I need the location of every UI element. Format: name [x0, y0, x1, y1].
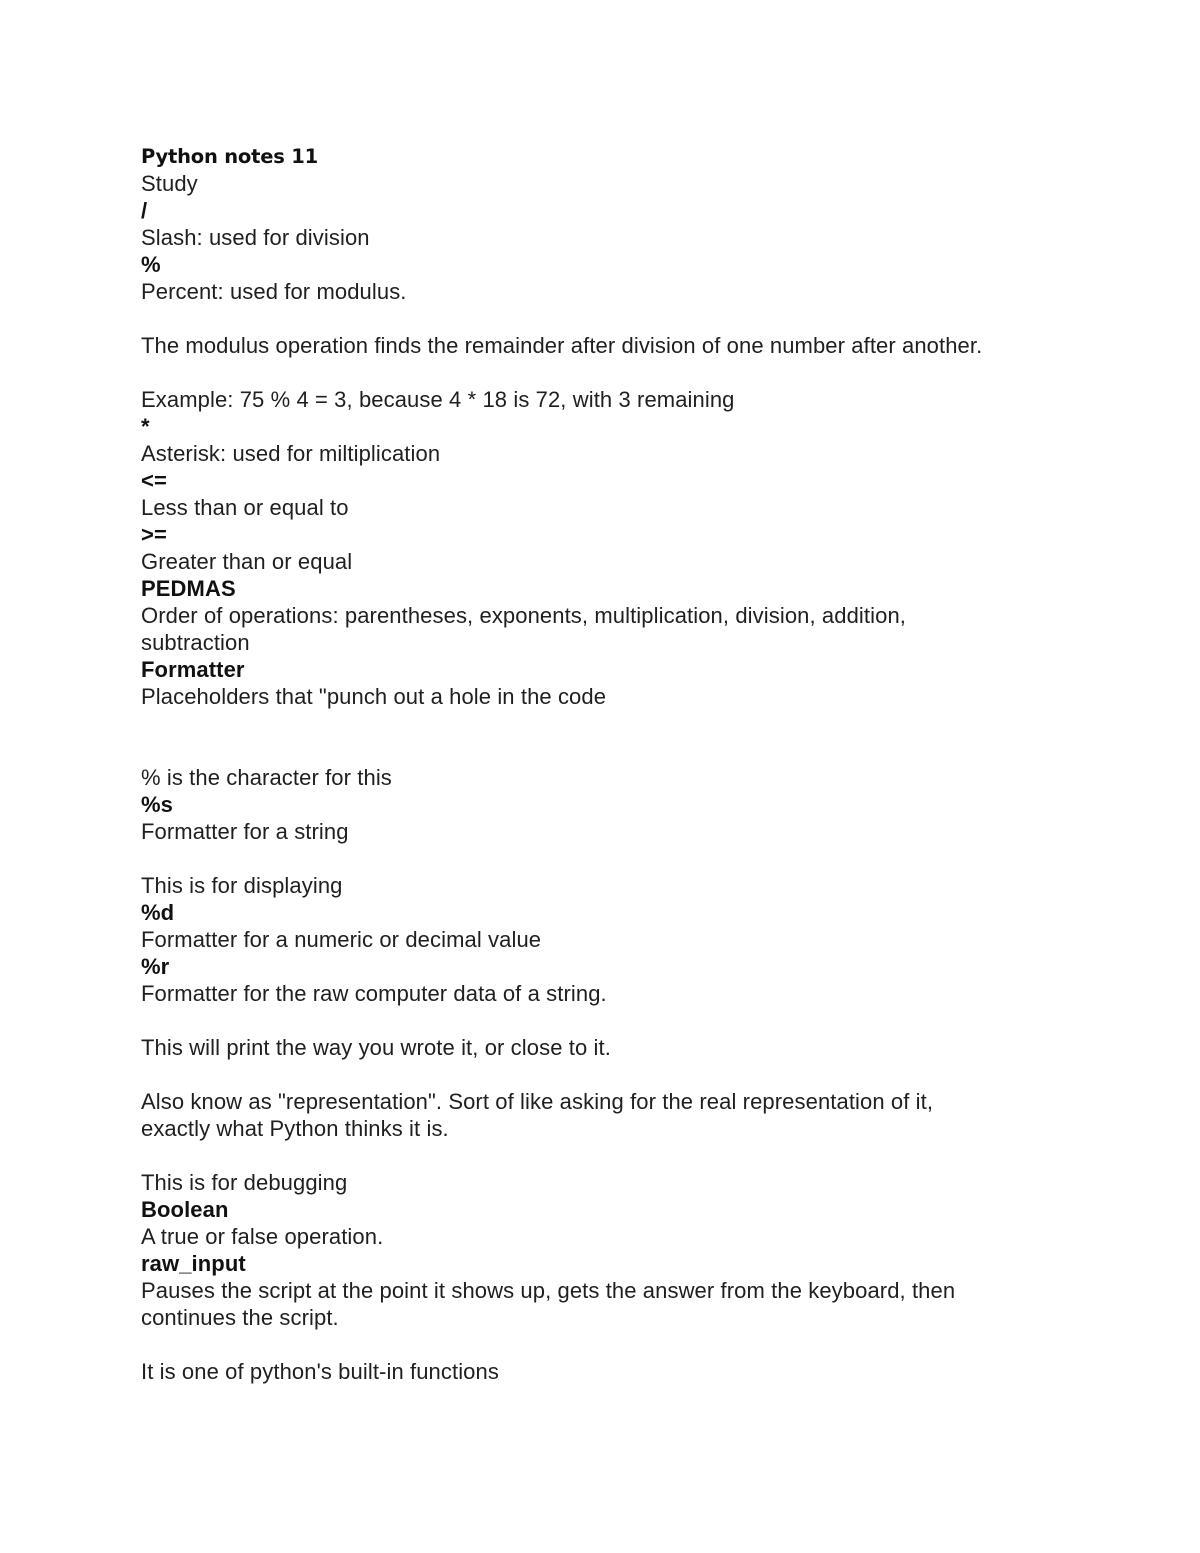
subtitle: Study — [141, 171, 198, 196]
term-boolean: Boolean — [141, 1197, 229, 1222]
document-page — [141, 141, 1071, 1385]
note-built-in: It is one of python's built-in functions — [141, 1359, 499, 1384]
term-less-equal: <= — [141, 468, 167, 493]
note-representation-line-1: Also know as "representation". Sort of like asking for the real representation of it, — [141, 1089, 934, 1114]
definition-raw-input-line-2: continues the script. — [141, 1305, 339, 1330]
note-representation-line-2: exactly what Python thinks it is. — [141, 1116, 449, 1141]
note-debugging: This is for debugging — [141, 1170, 348, 1195]
term-raw-input: raw_input — [141, 1251, 246, 1276]
spacer — [141, 1007, 1071, 1034]
term-slash: / — [141, 198, 148, 223]
definition-pedmas-line-1: Order of operations: parentheses, exponents, multiplication, division, addition, — [141, 603, 906, 628]
definition-percent-r: Formatter for the raw computer data of a string. — [141, 981, 607, 1006]
spacer — [141, 359, 1071, 386]
spacer — [141, 710, 1071, 764]
definition-asterisk: Asterisk: used for miltiplication — [141, 441, 441, 466]
definition-formatter: Placeholders that "punch out a hole in the code — [141, 684, 607, 709]
definition-boolean: A true or false operation. — [141, 1224, 384, 1249]
term-percent-s: %s — [141, 792, 173, 817]
spacer — [141, 1061, 1071, 1088]
document-title: Python notes 11 — [141, 145, 318, 168]
definition-percent-s: Formatter for a string — [141, 819, 349, 844]
spacer — [141, 1142, 1071, 1169]
spacer — [141, 305, 1071, 332]
definition-slash: Slash: used for division — [141, 225, 370, 250]
note-displaying: This is for displaying — [141, 873, 343, 898]
term-greater-equal: >= — [141, 522, 167, 547]
note-modulus: The modulus operation finds the remainder after division of one number after another. — [141, 333, 983, 358]
note-example: Example: 75 % 4 = 3, because 4 * 18 is 72, with 3 remaining — [141, 387, 735, 412]
note-percent-character: % is the character for this — [141, 765, 392, 790]
spacer — [141, 1331, 1071, 1358]
term-formatter: Formatter — [141, 657, 245, 682]
definition-raw-input-line-1: Pauses the script at the point it shows up, gets the answer from the keyboard, then — [141, 1278, 956, 1303]
term-percent: % — [141, 252, 161, 277]
definition-less-equal: Less than or equal to — [141, 495, 349, 520]
term-asterisk: * — [141, 414, 150, 439]
definition-percent-d: Formatter for a numeric or decimal value — [141, 927, 542, 952]
note-print-way: This will print the way you wrote it, or close to it. — [141, 1035, 611, 1060]
spacer — [141, 845, 1071, 872]
term-pedmas: PEDMAS — [141, 576, 236, 601]
definition-percent: Percent: used for modulus. — [141, 279, 407, 304]
term-percent-d: %d — [141, 900, 175, 925]
term-percent-r: %r — [141, 954, 170, 979]
definition-pedmas-line-2: subtraction — [141, 630, 250, 655]
definition-greater-equal: Greater than or equal — [141, 549, 353, 574]
